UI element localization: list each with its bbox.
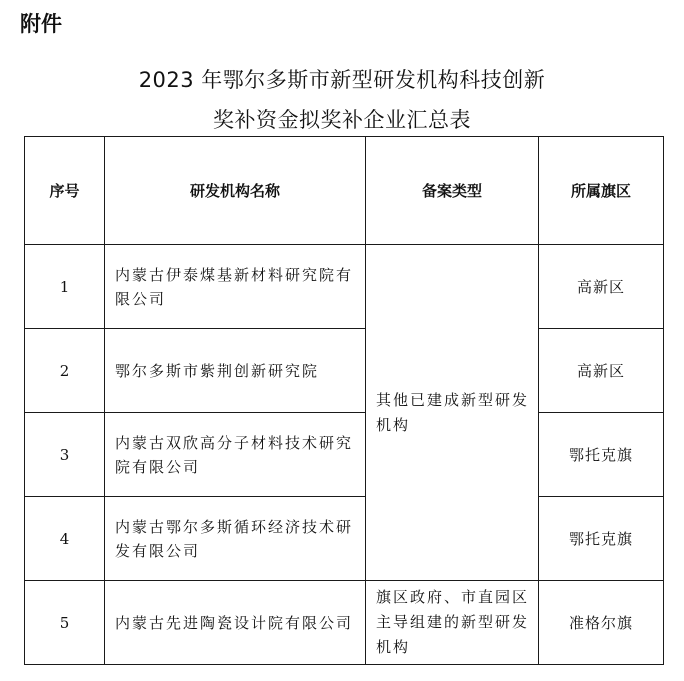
table-row xyxy=(25,581,664,665)
document-title-line-1: 2023 年鄂尔多斯市新型研发机构科技创新 xyxy=(138,68,546,92)
org-name: 内蒙古先进陶瓷设计院有限公司 xyxy=(105,581,366,665)
table-row xyxy=(25,413,664,497)
district: 鄂托克旗 xyxy=(539,413,664,497)
table-row xyxy=(25,245,664,329)
header-index: 序号 xyxy=(25,137,105,245)
org-name: 鄂尔多斯市紫荆创新研究院 xyxy=(105,329,366,413)
district: 高新区 xyxy=(539,245,664,329)
row-index: 3 xyxy=(25,413,105,497)
row-index: 1 xyxy=(25,245,105,329)
table-row xyxy=(25,497,664,581)
header-name: 研发机构名称 xyxy=(105,137,366,245)
row-index: 5 xyxy=(25,581,105,665)
header-type: 备案类型 xyxy=(366,137,539,245)
attachment-label: 附件 xyxy=(20,12,62,36)
district: 鄂托克旗 xyxy=(539,497,664,581)
document-title-line-2: 奖补资金拟奖补企业汇总表 xyxy=(213,108,471,132)
header-district: 所属旗区 xyxy=(539,137,664,245)
summary-table xyxy=(24,136,664,665)
district: 高新区 xyxy=(539,329,664,413)
row-index: 2 xyxy=(25,329,105,413)
filing-type-group-2: 旗区政府、市直园区主导组建的新型研发机构 xyxy=(366,581,539,665)
district: 准格尔旗 xyxy=(539,581,664,665)
org-name: 内蒙古双欣高分子材料技术研究院有限公司 xyxy=(105,413,366,497)
filing-type-group-1: 其他已建成新型研发机构 xyxy=(366,245,539,581)
org-name: 内蒙古伊泰煤基新材料研究院有限公司 xyxy=(105,245,366,329)
table-header-row xyxy=(25,137,664,245)
org-name: 内蒙古鄂尔多斯循环经济技术研发有限公司 xyxy=(105,497,366,581)
table-row xyxy=(25,329,664,413)
row-index: 4 xyxy=(25,497,105,581)
